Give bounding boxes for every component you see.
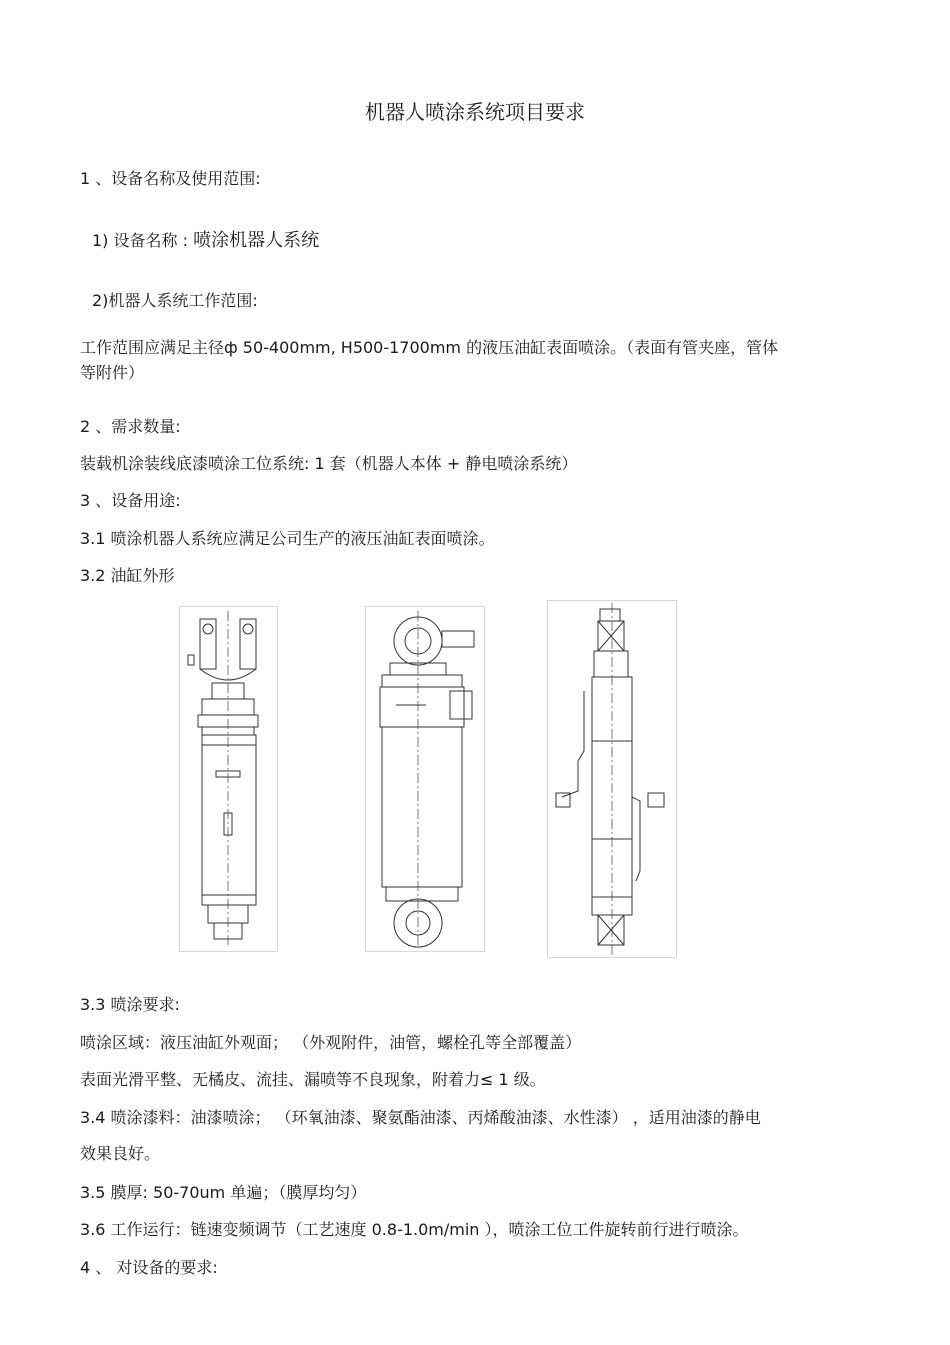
work-range-heading: 2)机器人系统工作范围: [92, 291, 258, 310]
section-3-2: 3.2 油缸外形 [80, 566, 175, 585]
work-range-line-1: 工作范围应满足主径ф 50-400mm, H500-1700mm 的液压油缸表面喷涂。（表面有管夹座，管体 [80, 338, 779, 357]
cylinder-drawing-1 [179, 606, 278, 952]
section-3-heading: 3 、设备用途: [80, 491, 181, 510]
cylinder-drawing-2 [365, 606, 485, 952]
section-1-heading: 1 、设备名称及使用范围: [80, 169, 261, 188]
work-range-line-2: 等附件） [80, 363, 145, 382]
equipment-name-value: 喷涂机器人系统 [193, 230, 320, 251]
equipment-name-line [92, 228, 319, 254]
section-2-heading: 2 、需求数量: [80, 417, 181, 436]
section-3-3: 3.3 喷涂要求: [80, 995, 180, 1014]
spray-area-text: 喷涂区域：液压油缸外观面； （外观附件，油管，螺栓孔等全部覆盖） [80, 1033, 582, 1052]
cylinder-drawing-3 [547, 600, 677, 958]
section-3-4-line-2: 效果良好。 [80, 1144, 161, 1163]
section-3-5: 3.5 膜厚: 50-70um 单遍；（膜厚均匀） [80, 1183, 367, 1202]
section-4-heading: 4 、 对设备的要求: [80, 1258, 218, 1277]
quantity-text: 装载机涂装线底漆喷涂工位系统: 1 套（机器人本体 + 静电喷涂系统） [80, 454, 578, 473]
section-3-6: 3.6 工作运行：链速变频调节（工艺速度 0.8-1.0m/min ），喷涂工位工件旋转前行进行喷涂。 [80, 1220, 749, 1239]
equipment-name-label: 1) 设备名称 : [92, 231, 188, 250]
surface-requirement-text: 表面光滑平整、无橘皮、流挂、漏喷等不良现象，附着力≤ 1 级。 [80, 1070, 546, 1089]
section-3-1: 3.1 喷涂机器人系统应满足公司生产的液压油缸表面喷涂。 [80, 529, 495, 548]
section-3-4-line-1: 3.4 喷涂漆料：油漆喷涂； （环氧油漆、聚氨酯油漆、丙烯酸油漆、水性漆） ，适用油漆的静电 [80, 1108, 761, 1127]
page-title: 机器人喷涂系统项目要求 [365, 100, 585, 124]
